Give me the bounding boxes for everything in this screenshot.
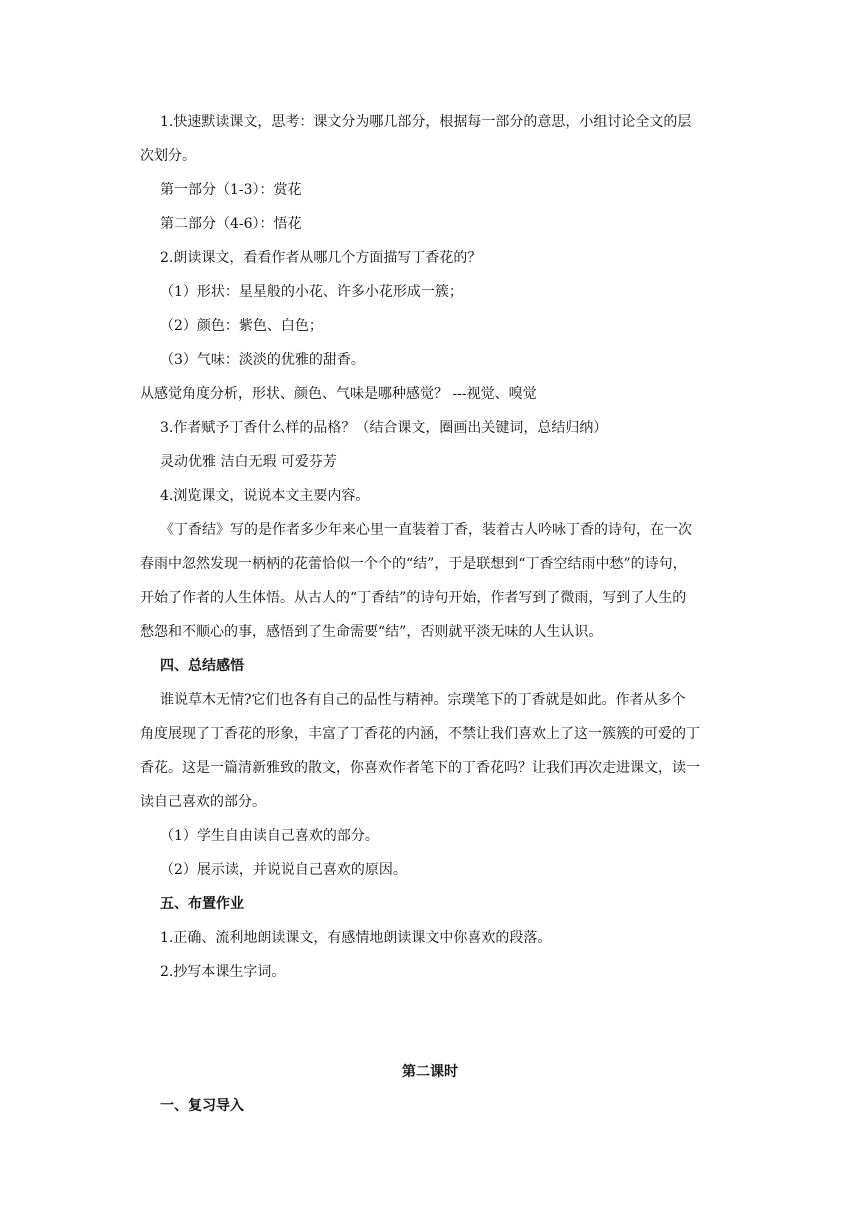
paragraph-line: 4.浏览课文，说说本文主要内容。 (160, 488, 370, 504)
paragraph-line: 1.正确、流利地朗读课文，有感情地朗读课文中你喜欢的段落。 (160, 930, 552, 946)
paragraph-line: 第一部分（1-3）：赏花 (160, 182, 302, 198)
paragraph-line: （1）形状：星星般的小花、许多小花形成一簇； (160, 284, 463, 300)
lesson-title: 第二课时 (402, 1064, 458, 1080)
paragraph-line: 次划分。 (140, 148, 196, 164)
paragraph-line: （2）颜色：紫色、白色； (160, 318, 323, 334)
paragraph-line: 香花。这是一篇清新雅致的散文，你喜欢作者笔下的丁香花吗？让我们再次走进课文，读一 (140, 760, 700, 776)
paragraph-line: 春雨中忽然发现一柄柄的花蕾恰似一个个的“结”，于是联想到“丁香空结雨中愁”的诗句， (140, 556, 687, 572)
paragraph-line: 愁怨和不顺心的事，感悟到了生命需要“结”，否则就平淡无味的人生认识。 (140, 624, 603, 640)
paragraph-line: （3）气味：淡淡的优雅的甜香。 (160, 352, 365, 368)
paragraph-line: 开始了作者的人生体悟。从古人的“丁香结”的诗句开始，作者写到了微雨，写到了人生的 (140, 590, 687, 606)
paragraph-line: 角度展现了丁香花的形象，丰富了丁香花的内涵，不禁让我们喜欢上了这一簇簇的可爱的丁 (140, 726, 700, 742)
paragraph-line: 2.朗读课文，看看作者从哪几个方面描写丁香花的？ (160, 250, 482, 266)
paragraph-line: 2.抄写本课生字词。 (160, 964, 286, 980)
paragraph-line: 读自己喜欢的部分。 (140, 794, 266, 810)
paragraph-line: （2）展示读，并说说自己喜欢的原因。 (160, 862, 407, 878)
paragraph-line: 谁说草木无情?它们也各有自己的品性与精神。宗璞笔下的丁香就是如此。作者从多个 (160, 692, 686, 708)
section-heading: 五、布置作业 (160, 896, 244, 912)
section-heading: 一、复习导入 (160, 1098, 244, 1114)
paragraph-line: 3.作者赋予丁香什么样的品格？（结合课文，圈画出关键词，总结归纳） (160, 420, 608, 436)
paragraph-line: （1）学生自由读自己喜欢的部分。 (160, 828, 379, 844)
paragraph-line: 第二部分（4-6）：悟花 (160, 216, 302, 232)
paragraph-line: 1.快速默读课文，思考：课文分为哪几部分，根据每一部分的意思，小组讨论全文的层 (160, 114, 692, 130)
paragraph-line: 从感觉角度分析，形状、颜色、气味是哪种感觉？ ---视觉、嗅觉 (140, 386, 537, 402)
section-heading: 四、总结感悟 (160, 658, 244, 674)
paragraph-line: 《丁香结》写的是作者多少年来心里一直装着丁香，装着古人吟咏丁香的诗句，在一次 (160, 522, 692, 538)
paragraph-line: 灵动优雅 洁白无瑕 可爱芬芳 (160, 454, 337, 470)
